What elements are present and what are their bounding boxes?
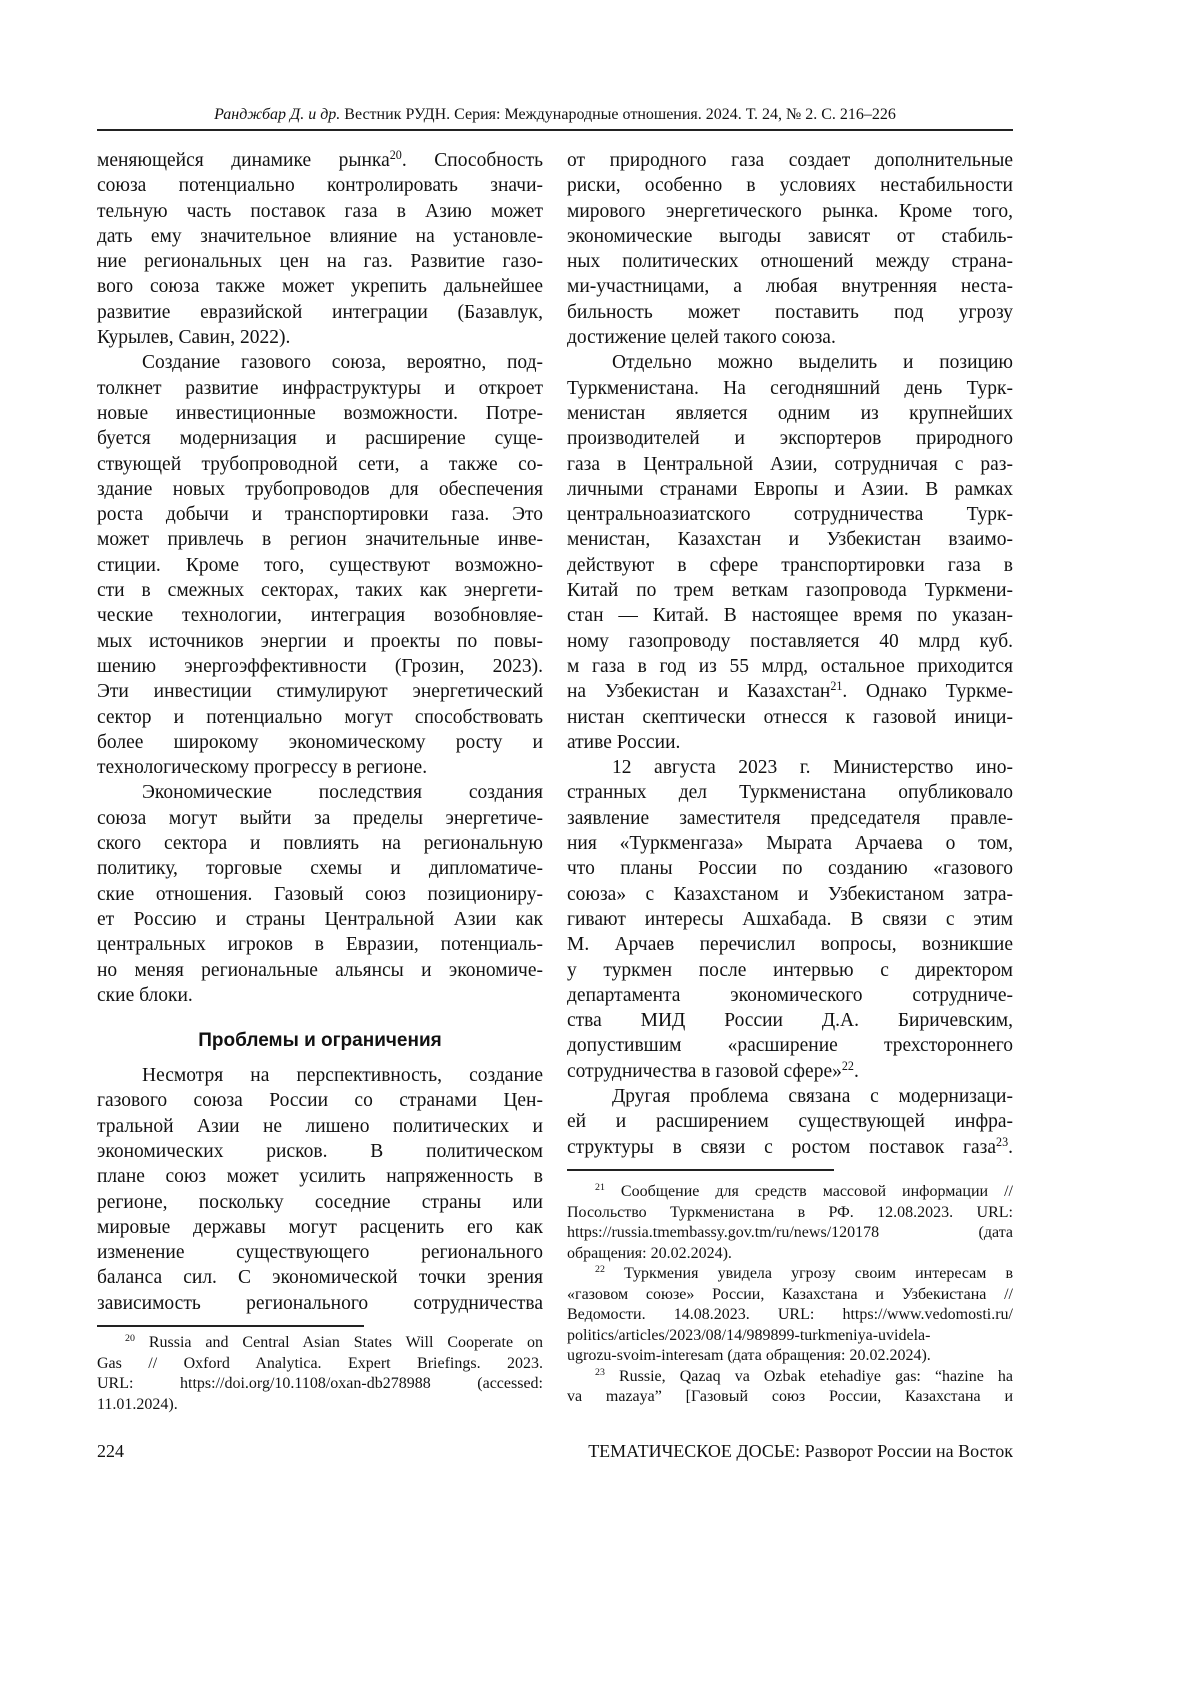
text-line: va mazaya” [Газовый союз России, Казахстана и [567,1387,1013,1408]
text-line: ми-участницами, а любая внутренняя неста- [567,274,1013,299]
text-line: Посольство Туркменистана в РФ. 12.08.2023. URL: [567,1203,1013,1224]
text-line: технологическому прогрессу в регионе. [97,755,543,780]
text-line: URL: https://doi.org/10.1108/oxan-db278988 (accessed: [97,1374,543,1395]
text-line: ские отношения. Газовый союз позициониру- [97,882,543,907]
text-line: от природного газа создает дополнительные [567,148,1013,173]
paragraph [567,1084,1013,1160]
text-line: центральноазиатского сотрудничества Турк- [567,502,1013,527]
text-line: ческие технологии, интеграция возобновляе- [97,603,543,628]
text-line: мирового энергетического рынка. Кроме того, [567,199,1013,224]
text-line: роста добычи и транспортировки газа. Это [97,502,543,527]
text-line: сектор и потенциально могут способствовать [97,705,543,730]
text-line: личными странами Европы и Азии. В рамках [567,477,1013,502]
text-line: ства МИД России Д.А. Биричевским, [567,1008,1013,1033]
text-line: шению энергоэффективности (Грозин, 2023). [97,654,543,679]
text-line: Туркменистана. На сегодняшний день Турк- [567,376,1013,401]
text-line: менистан является одним из крупнейших [567,401,1013,426]
paragraph [97,148,543,350]
text-line: плане союз может усилить напряженность в [97,1164,543,1189]
text-line [567,679,1013,704]
text-line: Китай по трем веткам газопровода Туркмени- [567,578,1013,603]
text-line: нистан скептически отнесся к газовой иници- [567,705,1013,730]
text-line: стан — Китай. В настоящее время по указан- [567,603,1013,628]
text-span: . Однако Туркме- [842,681,1013,702]
text-line: ствующей трубопроводной сети, а также со- [97,452,543,477]
text-line: допустившим «расширение трехстороннего [567,1033,1013,1058]
text-line: зависимость регионального сотрудничества [97,1291,543,1316]
footnote-ref: 22 [842,1058,854,1072]
text-line: стиции. Кроме того, существуют возможно- [97,553,543,578]
text-line [97,148,543,173]
text-line: тральной Азии не лишено политических и [97,1114,543,1139]
text-line: риски, особенно в условиях нестабильности [567,173,1013,198]
text-line: менистан, Казахстан и Узбекистан взаимо- [567,527,1013,552]
section-heading: Проблемы и ограничения [97,1008,543,1063]
text-line: ативе России. [567,730,1013,755]
text-line: гивают интересы Ашхабада. В связи с этим [567,907,1013,932]
text-line: обращения: 20.02.2024). [567,1244,1013,1265]
paragraph [567,148,1013,350]
text-line: действуют в сфере транспортировки газа в [567,553,1013,578]
text-line: здание новых трубопроводов для обеспечения [97,477,543,502]
text-line: сти в смежных секторах, таких как энергети- [97,578,543,603]
text-line: бильность может поставить под угрозу [567,300,1013,325]
text-line: Другая проблема связана с модернизаци- [567,1084,1013,1109]
footnotes-right [567,1182,1013,1408]
text-line: ных политических отношений между страна- [567,249,1013,274]
footnote [97,1333,543,1415]
footnote-ref: 21 [830,679,842,693]
text-line: что планы России по созданию «газового [567,856,1013,881]
text-line: у туркмен после интервью с директором [567,958,1013,983]
text-line: ния «Туркменгаза» Мырата Арчаева о том, [567,831,1013,856]
header-journal: Вестник РУДН. Серия: Международные отношения. 2024. Т. 24, № 2. С. 216–226 [344,106,896,123]
paragraph [97,350,543,780]
text-line: ному газопроводу поставляется 40 млрд куб. [567,629,1013,654]
text-span: Сообщение для средств массовой информации // [605,1183,1013,1200]
footnote-ref: 20 [390,148,402,162]
right-column [567,148,1013,1160]
text-line: ского сектора и повлиять на региональную [97,831,543,856]
text-line: баланса сил. С экономической точки зрения [97,1265,543,1290]
left-column [97,148,543,1316]
paragraph [97,780,543,1008]
text-line: более широкому экономическому росту и [97,730,543,755]
footer-section-title: ТЕМАТИЧЕСКОЕ ДОСЬЕ: Разворот России на Восток [588,1440,1013,1462]
text-line: Gas // Oxford Analytica. Expert Briefings. 2023. [97,1354,543,1375]
text-line: Эти инвестиции стимулируют энергетический [97,679,543,704]
footnote [567,1182,1013,1264]
paragraph [567,755,1013,1084]
footnote-ref: 22 [595,1264,605,1275]
footnote-rule-left [97,1325,364,1327]
text-line: ские блоки. [97,983,543,1008]
text-line: экономических рисков. В политическом [97,1139,543,1164]
text-line: мых источников энергии и проекты по повы- [97,629,543,654]
text-span: структуры в связи с ростом поставок газа [567,1137,996,1158]
footnote-ref: 21 [595,1182,605,1193]
text-span: Туркмения увидела угрозу своим интересам в [605,1265,1013,1282]
footnote [567,1367,1013,1408]
text-line: центральных игроков в Евразии, потенциаль- [97,932,543,957]
text-line: регионе, поскольку соседние страны или [97,1190,543,1215]
footnote-ref: 23 [595,1367,605,1378]
text-line: толкнет развитие инфраструктуры и откроет [97,376,543,401]
text-line [97,1333,543,1354]
text-line: М. Арчаев перечислил вопросы, возникшие [567,932,1013,957]
text-line: газового союза России со странами Цен- [97,1088,543,1113]
text-span: меняющейся динамике рынка [97,150,390,171]
text-line: вого союза также может укрепить дальнейшее [97,274,543,299]
text-line: мировые державы могут расценить его как [97,1215,543,1240]
text-line [567,1367,1013,1388]
text-span: Russie, Qazaq va Ozbak etehadiye gas: “hazine ha [605,1368,1013,1385]
text-line: https://russia.tmembassy.gov.tm/ru/news/120178 (дата [567,1223,1013,1244]
text-line: союза потенциально контролировать значи- [97,173,543,198]
text-line: достижение целей такого союза. [567,325,1013,350]
text-line: политику, торговые схемы и дипломатиче- [97,856,543,881]
text-line: странных дел Туркменистана опубликовало [567,780,1013,805]
text-line: дать ему значительное влияние на установле- [97,224,543,249]
text-line: 12 августа 2023 г. Министерство ино- [567,755,1013,780]
footnote-rule-right [567,1169,834,1171]
text-line: департамента экономического сотрудниче- [567,983,1013,1008]
text-line: politics/articles/2023/08/14/989899-turkmeniya-uvidela- [567,1326,1013,1347]
footnote [567,1264,1013,1367]
text-line: союза могут выйти за пределы энергетиче- [97,806,543,831]
text-line: «газовом союзе» России, Казахстана и Узбекистана // [567,1285,1013,1306]
paragraph [567,350,1013,755]
text-line: 11.01.2024). [97,1395,543,1416]
running-header [97,104,1013,126]
text-span: . Способность [402,150,543,171]
text-line [567,1264,1013,1285]
footnote-ref: 20 [125,1333,135,1344]
text-line: развитие евразийской интеграции (Базавлук, [97,300,543,325]
text-line: тельную часть поставок газа в Азию может [97,199,543,224]
text-line: но меняя региональные альянсы и экономиче- [97,958,543,983]
text-span: . [854,1061,859,1082]
paragraph [97,1063,543,1316]
text-line: изменение существующего регионального [97,1240,543,1265]
text-line [567,1182,1013,1203]
text-line: заявление заместителя председателя правле- [567,806,1013,831]
text-line: ет Россию и страны Центральной Азии как [97,907,543,932]
text-line: буется модернизация и расширение суще- [97,426,543,451]
text-line [567,1059,1013,1084]
header-rule [97,129,1013,131]
text-span: . [1008,1137,1013,1158]
text-line: союза» с Казахстаном и Узбекистаном затра- [567,882,1013,907]
text-line: может привлечь в регион значительные инве- [97,527,543,552]
text-line: ей и расширением существующей инфра- [567,1109,1013,1134]
text-line [567,1135,1013,1160]
text-line: Курылев, Савин, 2022). [97,325,543,350]
text-line: м газа в год из 55 млрд, остальное приходится [567,654,1013,679]
text-line: Отдельно можно выделить и позицию [567,350,1013,375]
text-span: сотрудничества в газовой сфере» [567,1061,842,1082]
page-number: 224 [97,1440,124,1462]
text-line: Создание газового союза, вероятно, под- [97,350,543,375]
text-line: ние региональных цен на газ. Развитие газо- [97,249,543,274]
text-span: Russia and Central Asian States Will Cooperate on [135,1334,543,1351]
text-span: на Узбекистан и Казахстан [567,681,830,702]
text-line: новые инвестиционные возможности. Потре- [97,401,543,426]
text-line: газа в Центральной Азии, сотрудничая с раз- [567,452,1013,477]
header-authors: Ранджбар Д. и др. [214,106,340,123]
text-line: Несмотря на перспективность, создание [97,1063,543,1088]
text-line: Ведомости. 14.08.2023. URL: https://www.vedomosti.ru/ [567,1305,1013,1326]
text-line: экономические выгоды зависят от стабиль- [567,224,1013,249]
text-line: производителей и экспортеров природного [567,426,1013,451]
footnote-ref: 23 [996,1134,1008,1148]
text-line: ugrozu-svoim-interesam (дата обращения: 20.02.2024). [567,1346,1013,1367]
text-line: Экономические последствия создания [97,780,543,805]
footnotes-left [97,1333,543,1415]
